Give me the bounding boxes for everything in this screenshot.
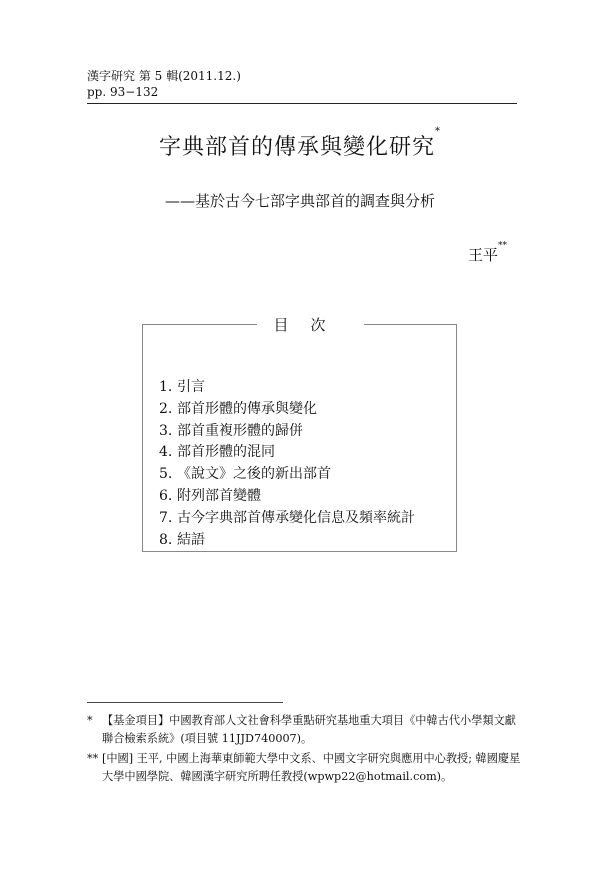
toc-item-number: 8. <box>159 531 173 548</box>
toc-item-number: 3. <box>159 422 173 439</box>
journal-issue-line: 漢字研究 第 5 輯(2011.12.) <box>87 69 241 83</box>
toc-list <box>159 377 415 551</box>
footnote-marker: ** <box>87 752 99 765</box>
toc-item-number: 4. <box>159 444 173 461</box>
toc-item-text: 部首形體的混同 <box>177 444 275 461</box>
toc-item-text: 引言 <box>177 379 205 395</box>
toc-item-text: 結語 <box>177 531 205 548</box>
toc-item <box>159 421 415 443</box>
toc-item-number: 7. <box>159 509 173 526</box>
toc-item-number: 6. <box>159 487 173 504</box>
author-footnote-marker: ** <box>498 241 507 251</box>
toc-item-number: 1. <box>159 379 173 395</box>
toc-item <box>159 508 415 530</box>
paper-subtitle: ——基於古今七部字典部首的調查與分析 <box>164 192 435 210</box>
toc-item-text: 《說文》之後的新出部首 <box>177 466 331 483</box>
author-name: 王平 <box>467 246 498 264</box>
footnote-text: [中國] 王平, 中國上海華東師範大學中文系、中國文字研究與應用中心教授; 韓國慶星大學中國學院、韓國漢字研究所聘任教授(wpwp22@hotmail.com)。 <box>102 752 521 783</box>
toc-item-number: 2. <box>159 400 173 417</box>
header-rule <box>87 103 517 104</box>
footnote-item <box>87 712 527 748</box>
toc-item <box>159 442 415 464</box>
toc-item <box>159 530 415 552</box>
toc-item-number: 5. <box>159 466 173 483</box>
toc-item-text: 部首形體的傳承與變化 <box>177 400 317 417</box>
toc-heading-text: 目次 <box>257 316 363 334</box>
title-footnote-marker: * <box>435 126 441 137</box>
footnote-item <box>87 750 527 786</box>
toc-item <box>159 399 415 421</box>
toc-item-text: 部首重複形體的歸併 <box>177 422 303 439</box>
footnote-marker: * <box>87 714 93 727</box>
footnotes <box>87 712 527 788</box>
paper-title-text: 字典部首的傳承與變化研究 <box>158 135 435 160</box>
journal-header <box>87 68 517 100</box>
toc-item <box>159 464 415 486</box>
paper-title <box>0 126 600 161</box>
toc-item <box>159 377 415 399</box>
toc-item-text: 附列部首變體 <box>177 487 261 504</box>
toc-item <box>159 486 415 508</box>
page-range-line: pp. 93−132 <box>87 85 159 99</box>
table-of-contents <box>142 316 457 552</box>
footnote-text: 【基金項目】中國教育部人文社會科學重點研究基地重大項目《中韓古代小學類文獻聯合檢索系統》(項目號 11JJD740007)。 <box>102 714 516 745</box>
footnote-rule <box>87 702 283 703</box>
toc-heading <box>143 315 456 335</box>
toc-item-text: 古今字典部首傳承變化信息及頻率統計 <box>177 509 415 526</box>
author <box>467 241 507 265</box>
